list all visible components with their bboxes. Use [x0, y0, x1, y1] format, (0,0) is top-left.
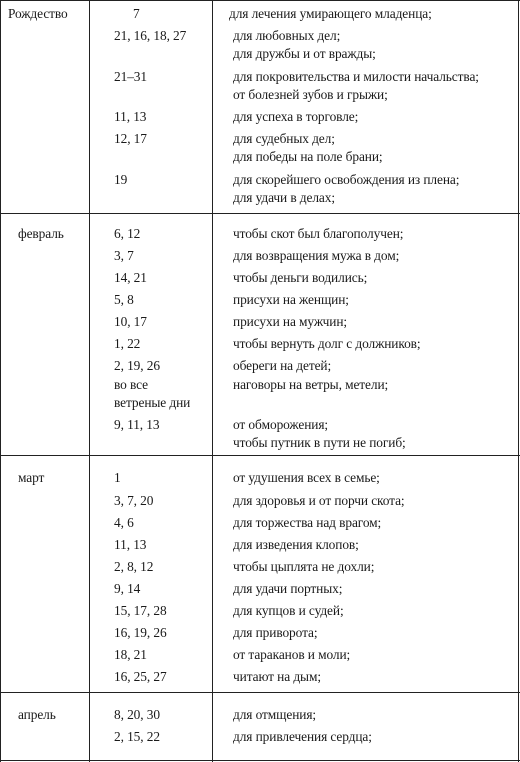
days-cell: 7 [133, 6, 140, 21]
days-cell: 14, 21 [114, 270, 147, 285]
days-cell: 11, 13 [114, 109, 147, 124]
days-cell: 4, 6 [114, 515, 134, 530]
purpose-cell: для возвращения мужа в дом; [233, 248, 400, 263]
purpose-cell: от обморожения; [233, 417, 329, 432]
table-border-bottom [0, 760, 520, 761]
days-cell: 16, 25, 27 [114, 669, 167, 684]
days-cell: 1, 22 [114, 336, 141, 351]
days-cell: 6, 12 [114, 226, 141, 241]
purpose-cell: чтобы скот был благополучен; [233, 226, 404, 241]
month-label: апрель [18, 707, 56, 722]
section-divider [0, 213, 520, 214]
section-divider [0, 692, 520, 693]
purpose-cell: для отмщения; [233, 707, 317, 722]
purpose-cell: для привлечения сердца; [233, 729, 372, 744]
days-cell: 2, 19, 26 [114, 358, 160, 373]
purpose-cell: для здоровья и от порчи скота; [233, 493, 405, 508]
days-cell: 9, 11, 13 [114, 417, 160, 432]
purpose-cell: от удушения всех в семье; [233, 470, 380, 485]
days-cell: 10, 17 [114, 314, 147, 329]
purpose-cell: для любовных дел; [233, 28, 341, 43]
purpose-cell: для покровительства и милости начальства; [233, 69, 479, 84]
column-divider-2 [212, 0, 213, 762]
purpose-cell: для лечения умирающего младенца; [229, 6, 432, 21]
purpose-cell: для изведения клопов; [233, 537, 359, 552]
days-cell: 12, 17 [114, 131, 147, 146]
table-border-top [0, 0, 520, 1]
days-cell: 2, 15, 22 [114, 729, 160, 744]
days-cell: 3, 7 [114, 248, 134, 263]
purpose-cell: присухи на женщин; [233, 292, 349, 307]
days-cell: 18, 21 [114, 647, 147, 662]
purpose-cell: для дружбы и от вражды; [233, 46, 376, 61]
days-cell: 19 [114, 172, 128, 187]
purpose-cell: для успеха в торговле; [233, 109, 359, 124]
days-cell: 2, 8, 12 [114, 559, 154, 574]
days-cell: 16, 19, 26 [114, 625, 167, 640]
month-label: февраль [18, 226, 64, 241]
purpose-cell: от тараканов и моли; [233, 647, 351, 662]
days-cell: 21–31 [114, 69, 147, 84]
column-divider-1 [89, 0, 90, 762]
month-label: Рождество [8, 6, 68, 21]
days-cell: во все [114, 377, 148, 392]
purpose-cell: чтобы деньги водились; [233, 270, 368, 285]
month-label: март [18, 470, 45, 485]
days-cell: 11, 13 [114, 537, 147, 552]
purpose-cell: обереги на детей; [233, 358, 332, 373]
purpose-cell: для скорейшего освобождения из плена; [233, 172, 460, 187]
days-cell: 1 [114, 470, 121, 485]
days-cell: 15, 17, 28 [114, 603, 167, 618]
purpose-cell: для удачи в делах; [233, 190, 335, 205]
purpose-cell: для торжества над врагом; [233, 515, 382, 530]
table-border-left [0, 0, 1, 762]
purpose-cell: для приворота; [233, 625, 318, 640]
purpose-cell: чтобы цыплята не дохли; [233, 559, 375, 574]
table-border-right [518, 0, 519, 762]
purpose-cell: от болезней зубов и грыжи; [233, 87, 388, 102]
days-cell: ветреные дни [114, 395, 191, 410]
purpose-cell: для удачи портных; [233, 581, 343, 596]
purpose-cell: наговоры на ветры, метели; [233, 377, 389, 392]
days-cell: 5, 8 [114, 292, 134, 307]
purpose-cell: читают на дым; [233, 669, 321, 684]
purpose-cell: присухи на мужчин; [233, 314, 348, 329]
purpose-cell: чтобы путник в пути не погиб; [233, 435, 406, 450]
days-cell: 9, 14 [114, 581, 141, 596]
days-cell: 21, 16, 18, 27 [114, 28, 187, 43]
section-divider [0, 455, 520, 456]
days-cell: 8, 20, 30 [114, 707, 160, 722]
purpose-cell: для судебных дел; [233, 131, 335, 146]
purpose-cell: для купцов и судей; [233, 603, 344, 618]
purpose-cell: чтобы вернуть долг с должников; [233, 336, 421, 351]
days-cell: 3, 7, 20 [114, 493, 154, 508]
purpose-cell: для победы на поле брани; [233, 149, 383, 164]
